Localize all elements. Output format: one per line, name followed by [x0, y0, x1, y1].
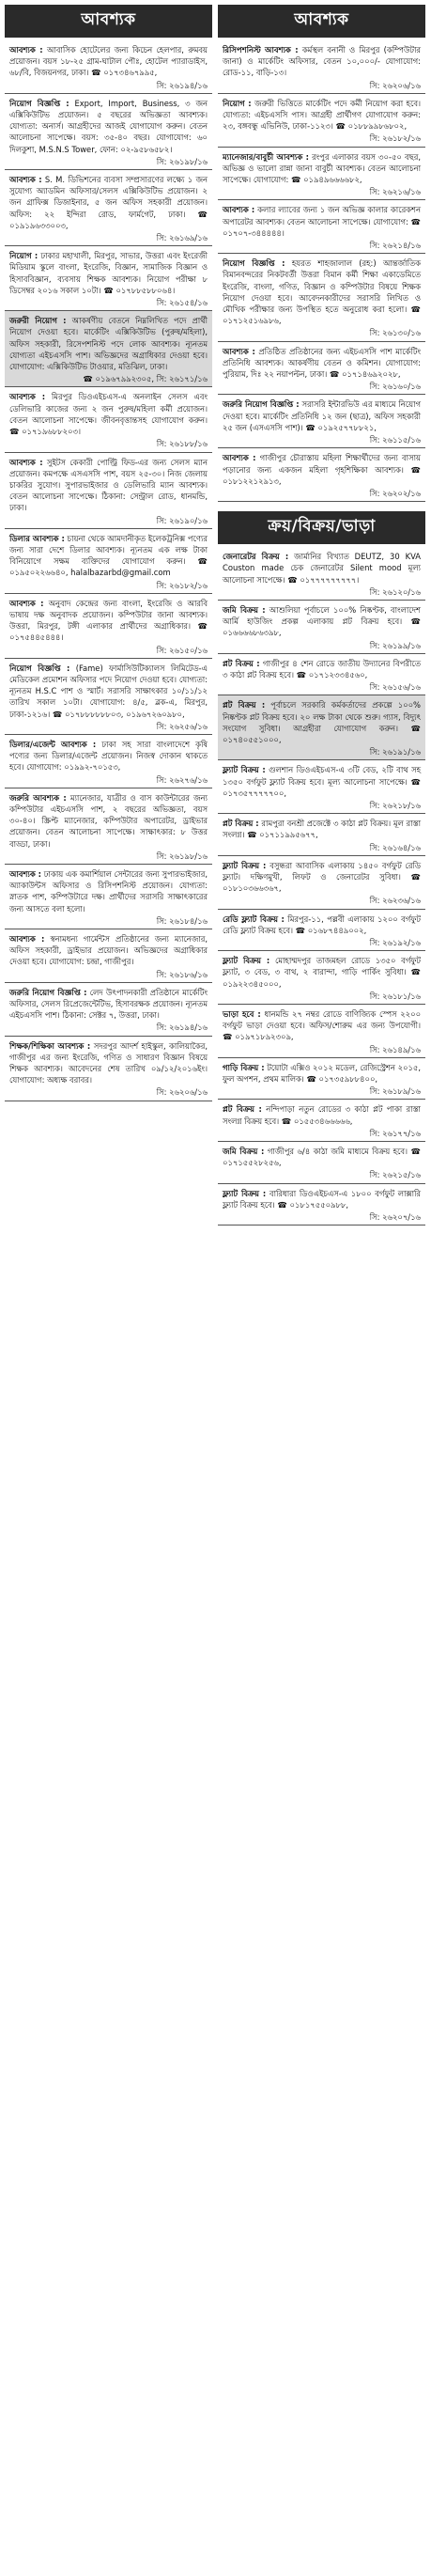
ad-text — [223, 699, 421, 745]
ad-body: রামপুরা বনশ্রী প্রজেক্টে ৩ কাঠা প্লট বিক্রয়। মূল রাস্তা সংলগ্ন। ☎ ০১৭১১৯৯৫৬৭৭, — [223, 819, 421, 840]
ad-text — [9, 315, 208, 372]
ad-heading: প্লট বিক্রয় : — [223, 819, 259, 829]
ad-heading: আবশ্যক : — [9, 598, 44, 608]
ad-reference-code: সি: ২৬২১৫/১৬ — [369, 1170, 421, 1180]
classified-ad — [5, 735, 212, 788]
ad-heading: নিয়োগ বিজ্ঞপ্তি : — [9, 663, 70, 673]
ad-reference-code: সি: ২৬১৯৪/১৬ — [156, 80, 208, 90]
ad-heading: ম্যানেজার/বাবুর্চী আবশ্যক : — [223, 151, 309, 162]
classified-ad — [218, 856, 425, 909]
ad-heading: শিক্ষক/শিক্ষিকা আবশ্যক : — [9, 1040, 91, 1051]
ad-body: আকর্ষণীয় বেতনে নিম্নলিখিত পদে প্রার্থী নিয়োগ দেওয়া হবে। মার্কেটিং এক্সিকিউটিভ (পুরুষ/মহিলা), অফিস সহকারী, রিসেপশনিস্ট পদে লোক আবশ্যক। ন্যূনতম যোগ্যতা এইচএসসি পাশ। অভিজ্ঞদের অগ্রাধিকার দেওয়া হবে। যোগাযোগ: এক্সিকিউটিভ টাওয়ার, মতিঝিল, ঢাকা। — [9, 316, 208, 372]
ad-reference-code: সি: ২৬১৯৮/১৬ — [156, 851, 208, 861]
classified-ad — [218, 951, 425, 1004]
classified-ad — [218, 148, 425, 200]
ad-reference-code: সি: ২৬১৯১/১৬ — [369, 747, 421, 757]
ad-body: পূর্বাচলে সরকারি কর্মকর্তাদের প্রকল্পে ১০০% নিষ্কণ্টক প্লট বিক্রয় হবে। ২০ লক্ষ টাকা থেকে শুরু। গ্যাস, বিদ্যুৎ সংযোগ সুবিধা। আগ্রহীরা যোগাযোগ করুন। ☎ ০১৭৪০৫৫১০০০, — [223, 700, 421, 744]
ad-text — [223, 764, 421, 799]
ad-reference-code: সি: ২৬১৯০/১৬ — [156, 515, 208, 525]
classified-ad — [5, 453, 212, 528]
ad-reference-code: সি: ২৬২০৬/১৬ — [156, 1087, 208, 1098]
classified-ad — [218, 654, 425, 695]
ad-reference-code: সি: ২৬১৯৮/১৬ — [156, 156, 208, 166]
ad-reference-code: সি: ২৬১৮২/১৬ — [156, 580, 208, 590]
section-header-buy-sell-rent: ক্রয়/বিক্রয়/ভাড়া — [218, 511, 425, 544]
ad-text — [9, 44, 208, 79]
ad-reference-code: সি: ২৬১৮৪/১৬ — [156, 915, 208, 926]
buy-sell-ad-list — [218, 547, 425, 1226]
ad-body: Export, Import, Business, ৩ জন এক্সিকিউটিভ প্রয়োজন। ৫ বছরের অভিজ্ঞতা আবশ্যক। যোগ্যতা: অনার্স। আগ্রহীদের আজই যোগাযোগ করুন। বেতন আলোচনা সাপেক্ষে। বয়স: ৩৫-৪০ বছর। যোগাযোগ: ৬০ দিলকুশা, M.S.N.S Tower, ফোন: ০২-৯৫৮৬৫৮২। — [9, 98, 208, 154]
ad-reference-code: সি: ২৬১৮৬/১৬ — [156, 969, 208, 979]
classified-ad — [5, 529, 212, 593]
ad-text — [9, 457, 208, 514]
ad-reference-code: সি: ২৬২১৪/১৬ — [369, 241, 421, 251]
ad-reference-code: সি: ২৬১২০/১৬ — [369, 586, 421, 597]
ad-reference-code: সি: ২৬২০২/১৬ — [369, 488, 421, 498]
ad-reference-code: সি: ২৬১৮৯/১৬ — [369, 1086, 421, 1097]
ad-reference-code: সি: ২৬২১৮/১৬ — [369, 800, 421, 810]
ad-body: রংপুর এলাকার বয়স ৩০-৫০ বছর, অভিজ্ঞ ও ভালো রান্না জানা বাবুর্চী আবশ্যক। বেতন আলোচনা সাপেক্ষে। যোগাযোগ: ☎ ০১৯৪৯৬৬৬৬৮২, — [223, 151, 421, 185]
ad-reference-code: সি: ২৬১৭৭/১৬ — [369, 1128, 421, 1138]
ad-text — [9, 739, 208, 773]
ad-body: বসুন্ধরা আবাসিক এলাকায় ১৪৫০ বর্গফুট রেডি ফ্ল্যাট। দক্ষিণমুখী, লিফট ও জেনারেটর সুবিধা। ☎ ০১৮১০৩৬৬৩৬৭, — [223, 860, 421, 894]
ad-body: ঢাকার মহাখালী, মিরপুর, সাভার, উত্তরা এবং ইংরেজী মিডিয়াম স্কুলে বাংলা, ইংরেজি, বিজ্ঞান, সামাজিক বিজ্ঞান ও হিসাববিজ্ঞান, ব্যবসায় শিক্ষক আবশ্যক। নিয়োগ পরীক্ষা ৮ ডিসেম্বর ২০১৬ সকাল ১০টা। ☎ ০১৭৮৮৫৮৮০৬৪। — [9, 251, 208, 295]
left-ad-list — [5, 40, 212, 1101]
ad-text — [9, 391, 208, 437]
ad-body: স্বনামধন্য গার্মেন্টস প্রতিষ্ঠানের জন্য ম্যানেজার, অফিস সহকারী, ড্রাইভার প্রয়োজন। অভিজ্ঞদের অগ্রাধিকার দেওয়া হবে। যোগাযোগ: চন্দ্রা, গাজীপুর। — [9, 934, 208, 967]
ad-heading: প্লট বিক্রয় : — [223, 658, 260, 668]
ad-reference-code: সি: ২৬১৯৪/১৬ — [156, 1023, 208, 1033]
ad-text — [223, 551, 421, 585]
ad-body: ধানমন্ডি ২৭ নম্বর রোডে বাণিজ্যিক স্পেস ২২০০ বর্গফুট ভাড়া দেওয়া হবে। অফিস/শোরুম এর জন্য উপযোগী। ☎ ০১৯৭১৮৯২৩০৯, — [223, 1009, 422, 1042]
ad-text — [9, 792, 208, 850]
classified-ad — [5, 387, 212, 451]
ad-heading: জরুরি নিয়োগ বিজ্ঞপ্তি : — [9, 987, 87, 997]
classified-ad — [5, 311, 212, 386]
ad-heading: আবশ্যক : — [9, 392, 46, 402]
ad-reference-code: সি: ২৬১৪৯/১৬ — [369, 1044, 421, 1054]
ad-divider — [218, 1225, 425, 1226]
ad-heading: আবশ্যক : — [223, 205, 255, 215]
ad-text — [223, 452, 421, 487]
classified-ad — [218, 395, 425, 447]
classifieds-page — [5, 5, 426, 2567]
ad-reference-code: ☎ ০১৯৬৭৯৯২৩০৫, সি: ২৬১৭১/১৬ — [83, 374, 208, 384]
ad-reference-code: সি: ২৬১৬৪/১৬ — [369, 842, 421, 852]
ad-reference-code: সি: ২৬১৬০/১৬ — [369, 382, 421, 392]
ad-text — [223, 151, 421, 186]
ad-body: সদরপুর আদর্শ হাইস্কুল, কালিয়াকৈর, গাজীপুর এর জন্য ইংরেজি, গণিত ও সাধারণ বিজ্ঞান বিষয়ে শিক্ষক আবশ্যক। আবেদনের শেষ তারিখ ০৯/১২/২০১৬ইং। যোগাযোগ: অধ্যক্ষ বরাবর। — [9, 1040, 208, 1085]
classified-ad — [218, 1058, 425, 1100]
classified-ad — [218, 910, 425, 951]
classified-ad — [5, 40, 212, 93]
ad-heading: জরুরি নিয়োগ বিজ্ঞপ্তি : — [223, 399, 300, 410]
ad-text — [9, 598, 208, 644]
ad-body: সরাসরি ইন্টারভিউ এর মাধ্যমে নিয়োগ দেওয়া হবে। মার্কেটিং প্রতিনিধি ১২ জন (ছাত্র), অফিস সহকারী ২৫ জন (এসএসসি পাশ)। ☎ ০১৯২৫৭৭৮৮২১, — [223, 399, 422, 432]
ad-body: (Fame) ফার্মাসিউটিক্যালস লিমিটেড-এ মেডিকেল প্রমোশন অফিসার পদে নিয়োগ দেওয়া হবে। যোগ্যতা: ন্যূনতম H.S.C পাশ ও স্মার্ট। সরাসরি সাক্ষাৎকার ১০/১১/১২ তারিখ সকাল ১০টা। যোগাযোগ: ৪/৫, ব্লক-এ, মিরপুর, ঢাকা-১২১৬। ☎ ০১৭৮৮৮৮৮৮০৩, ০১৯৬৭২৬০৯৮০, — [9, 663, 208, 719]
ad-text — [9, 987, 208, 1022]
ad-text — [223, 1103, 421, 1126]
ad-reference-code: সি: ২৬১৫৬/১৬ — [369, 682, 421, 693]
ad-body: মিরপুর-১১, পল্লবী এলাকায় ১২০০ বর্গফুট রেডি ফ্ল্যাট বিক্রয় হবে। ☎ ০১৬৮৭৪৪৯০০২, — [223, 913, 421, 935]
section-header-wanted: আবশ্যক — [5, 5, 212, 38]
ad-body: অনুবাদ কেন্দ্রের জন্য বাংলা, ইংরেজি ও আরবি ভাষায় দক্ষ অনুবাদক প্রয়োজন। কম্পিউটার জানা আবশ্যক। উত্তরা, মিরপুর, টঙ্গী এলাকার প্রার্থীদের অগ্রাধিকার। ☎ ০১৭৫৪৪৫৪৪৪। — [9, 598, 208, 643]
right-ad-list — [218, 40, 425, 502]
classified-ad — [5, 246, 212, 310]
ad-heading: আবশ্যক : — [223, 453, 256, 463]
classified-ad — [218, 760, 425, 813]
ad-body: কর্মস্থল বনানী ও মিরপুর (কম্পিউটার জানা) ও মার্কেটিং অফিসার, বেতন ১০,০০০/- যোগাযোগ: রোড-১১, বাড়ি-১৩। — [223, 45, 421, 78]
classified-ad — [5, 983, 212, 1036]
ad-body: গাজীপুর ৪ শেন রোডে জাতীয় উদ্যানের বিপরীতে ৩ কাঠা প্লট বিক্রয় হবে। ☎ ০১৭১২৩৩৪৫৬০, — [223, 658, 421, 679]
left-column — [5, 5, 212, 2567]
ad-divider — [218, 501, 425, 502]
ad-reference-code: সি: ২৬১৬৯/১৬ — [156, 233, 208, 243]
ad-body: মোহাম্মদপুর তাজমহল রোডে ১৩৫০ বর্গফুট ফ্ল্যাট, ৩ বেড, ৩ বাথ, ২ বারান্দা, গাড়ি পার্কিং সুবিধা। ☎ ০১৯২২৩৪৫০০০, — [223, 956, 421, 989]
ad-body: হযরত শাহজালাল (রহ:) আন্তর্জাতিক বিমানবন্দরের নিকটবর্তী উত্তরা বিমান কর্মী শিক্ষা একাডেমিতে ইংরেজি, বাংলা, গণিত, বিজ্ঞান ও কম্পিউটার বিষয়ে শিক্ষক নিয়োগ দেওয়া হবে। আবেদনকারীদের সরাসরি লিখিত ও মৌখিক পরীক্ষার জন্য উপস্থিত হতে অনুরোধ করা হলো। ☎ ০১৭১২৫১৬৯৮৬, — [223, 258, 421, 326]
ad-text — [223, 44, 421, 79]
classified-ad — [5, 865, 212, 929]
ad-reference-code: সি: ২৬১৫০/১৬ — [156, 645, 208, 655]
ad-heading: রেডি ফ্ল্যাট বিক্রয় : — [223, 913, 285, 924]
ad-heading: জরুরী নিয়োগ : — [9, 316, 67, 326]
classified-ad — [218, 695, 425, 759]
classified-ad — [218, 1100, 425, 1141]
ad-reference-code: সি: ২৬১৮২/১৬ — [369, 133, 421, 144]
ad-text — [9, 933, 208, 968]
ad-body: চায়না থেকে আমদানীকৃত ইলেকট্রনিক্স পণ্যের জন্য সারা দেশে ডিলার আবশ্যক। ন্যূনতম এক লক্ষ টাকা বিনিয়োগে সক্ষম ব্যক্তিদের যোগাযোগ করুন। ☎ ০১৯৫০২২৬৬৪০, halalbazarbd@gmail.com — [9, 533, 208, 578]
ad-text — [9, 98, 208, 155]
ad-body: লেদ উৎপাদনকারী প্রতিষ্ঠানে মার্কেটিং অফিসার, সেলস রিপ্রেজেন্টেটিভ, হিসাবরক্ষক প্রয়োজন। ন্যূনতম এইচএসসি পাশ। ঠিকানা: সেক্টর ৭, উত্তরা, ঢাকা। — [9, 987, 208, 1021]
classified-ad — [5, 94, 212, 169]
ad-heading: আবশ্যক : — [9, 934, 45, 945]
classified-ad — [218, 94, 425, 147]
ad-reference-code: সি: ২৬১৯২/১৬ — [369, 938, 421, 947]
classified-ad — [218, 1184, 425, 1226]
ad-heading: প্লট বিক্রয় : — [223, 1104, 262, 1115]
ad-text — [223, 1008, 421, 1043]
ad-heading: নিয়োগ বিজ্ঞপ্তি : — [223, 258, 285, 269]
classified-ad — [5, 659, 212, 734]
ad-heading: রিসিপশনিস্ট আবশ্যক : — [223, 45, 299, 55]
ad-text — [223, 860, 421, 895]
ad-text — [223, 818, 421, 840]
ad-heading: নিয়োগ : — [223, 98, 252, 108]
ad-reference-code: সি: ২৬১৫৪/১৬ — [156, 298, 208, 308]
ad-heading: আবশ্যক : — [9, 457, 43, 467]
ad-body: বারিধারা ডিওএইচএস-এ ১৮০০ বর্গফুট লাক্সারি ফ্ল্যাট বিক্রয় হবে। ☎ ০১৮১৭৫৫০৯৮৮, — [223, 1188, 422, 1210]
classified-ad — [218, 254, 425, 340]
classified-ad — [5, 1037, 212, 1101]
ad-reference-code: সি: ২৬২৩৬/১৬ — [369, 896, 421, 906]
ad-body: আবাসিক হোটেলের জন্য কিচেন হেলপার, রুমবয় প্রয়োজন। বয়স ১৮-২৫ গ্রাম-ঘাটাল পৌঃ, হোটেল প্যারাডাইস, ৬৮/বি, বিজয়নগর, ঢাকা। ☎ ০১৭৩৪৬৭৯৯৫, — [9, 45, 208, 78]
ad-text — [223, 913, 421, 936]
ad-heading: জরুরি আবশ্যক : — [9, 792, 67, 803]
ad-body: সুইটস কেকারী পোল্ট্রি ফিড-এর জন্য সেলস ম্যান প্রয়োজন। কমপক্ষে এসএসসি পাশ, বয়স ২৫-৩০। নিজ জেলায় চাকরির সুযোগ। সুপারভাইজার ও ডেলিভারি ম্যান আবশ্যক। বেতন আলোচনা সাপেক্ষে। ঠিকানা: সেন্ট্রাল রোড, ধানমন্ডি, ঢাকা। — [9, 457, 208, 513]
classified-ad — [5, 929, 212, 982]
ad-text — [223, 98, 421, 133]
classified-ad — [218, 814, 425, 855]
ad-reference-code: সি: ২৬১৮৮/১৬ — [156, 439, 208, 449]
classified-ad — [218, 200, 425, 253]
classified-ad — [5, 170, 212, 245]
ad-body: কলার ল্যাবের জন্য ১ জন অভিজ্ঞ কালার কারেকশন অপারেটর আবশ্যক। বেতন আলোচনা সাপেক্ষে। যোগাযোগ: ☎ ০১৭০৭-৩৪৪৪৪৪। — [223, 205, 421, 238]
ad-body: ঢাকা সহ সারা বাংলাদেশে কৃষি পণ্যের জন্য ডিলার/এজেন্ট প্রয়োজন। নিজস্ব দোকান থাকতে হবে। যোগাযোগ: ০১৯৯২-৭০১৫৩, — [9, 739, 208, 773]
ad-body: গুলশান ডিওএইচএস-এ ৩টি বেড, ২টি বাথ সহ ১৩৫০ বর্গফুট ফ্ল্যাট বিক্রয় হবে। মূল্য আলোচনা সাপেক্ষে। ☎ ০১৭৩৫৭৭৭৭৭০০, — [223, 765, 422, 798]
ad-body: জরুরী ভিত্তিতে মার্কেটিং পদে কর্মী নিয়োগ করা হবে। যোগ্যতা: এইচএসসি পাস। আগ্রহী প্রার্থীগণ যোগাযোগ করুন: ২৩, বঙ্গবন্ধু এভিনিউ, ঢাকা-১১২৩। ☎ ০১৮৮৯৯৮৬৮০২, — [223, 98, 421, 132]
ad-heading: ভাড়া হবে : — [223, 1009, 261, 1020]
ad-text — [9, 533, 208, 579]
classified-ad — [218, 40, 425, 93]
ad-reference-code: সি: ২৬২০৬/১৬ — [369, 80, 421, 90]
ad-body: মিরপুর ডিওএইচএস-এ অনলাইন সেলস এবং ডেলিভারি কাজের জন্য ২ জন পুরুষ/মহিলা কর্মী প্রয়োজন। বেতন আলোচনা সাপেক্ষে। জীবনবৃত্তান্তসহ যোগাযোগ করুন। ☎ ০১৭১৯৬৮৮২০৩। — [9, 392, 208, 437]
ad-heading: ফ্ল্যাট বিক্রয় : — [223, 956, 270, 966]
ad-text — [223, 258, 421, 326]
ad-body: জার্মানির বিখ্যাত DEUTZ, 30 KVA Couston made চেক জেনারেটর Silent mood মূল্য আলোচনা সাপেক্ষে। ☎ ০১৭৭৭৭৭৭৭৭৭। — [223, 552, 421, 585]
classified-ad — [218, 1005, 425, 1057]
ad-reference-code: সি: ২৬১৯৯/১৬ — [369, 640, 421, 650]
ad-body: ঢাকায় এক কমার্শিয়াল সেন্টারের জন্য সুপারভাইজার, অ্যাকাউন্টস অফিসার ও রিসিপশনিস্ট প্রয়োজন। যোগ্যতা: স্নাতক পাশ, কম্পিউটারে দক্ষ। প্রার্থীদের সরাসরি সাক্ষাৎকারের জন্য আসতে বলা হলো। — [9, 869, 208, 913]
ad-heading: আবশ্যক : — [9, 45, 43, 55]
ad-heading: আবশ্যক : — [9, 869, 42, 879]
ad-text — [223, 204, 421, 239]
ad-heading: আবশ্যক : — [9, 175, 42, 185]
ad-text — [9, 868, 208, 914]
ad-heading: আবশ্যক : — [223, 346, 255, 356]
ad-reference-code: সি: ২৬১৩০/১৬ — [369, 328, 421, 338]
section-header-wanted-2: আবশ্যক — [218, 5, 425, 38]
ad-body: আশুলিয়া পূর্বাচলে ১০০% নিষ্কণ্টক, বাংলাদেশ আর্মি হাউজিং প্রকল্প এলাকায় প্লট বিক্রয় হবে। ☎ ০১৬৬৬৬৮৬৩৯৮, — [223, 604, 422, 638]
ad-body: গাজীপুর ৬/৪ কাঠা জমি মাধ্যমে বিক্রয় হবে। ☎ ০১৭১৫৫২৮২৫৬, — [223, 1147, 421, 1168]
ad-heading: ফ্ল্যাট বিক্রয় : — [223, 860, 267, 870]
ad-body: ম্যানেজার, যাত্রীর ও বাস কাউন্টারের জন্য কম্পিউটার এইচএসসি পাশ, ২ বছরের অভিজ্ঞতা, বয়স ৩০-৪০। স্ক্রিপ্ট ম্যানেজার, কম্পিউটার অপারেটর, ড্রাইভার প্রয়োজন। বেতন আলোচনা সাপেক্ষে। সাক্ষাৎকার: ৮ উত্তর বাড্ডা, ঢাকা। — [9, 792, 208, 849]
ad-text — [223, 1062, 421, 1085]
ad-heading: নিয়োগ বিজ্ঞপ্তি : — [9, 98, 69, 108]
ad-text — [223, 658, 421, 680]
ad-body: নন্দিপাড়া নতুন রোডের ৩ কাঠা প্লট পাকা রাস্তা সংলগ্ন বিক্রয় হবে। ☎ ০১৫৫৩৪৬৬৬৬৬, — [223, 1104, 421, 1126]
ad-heading: জমি বিক্রয় : — [223, 604, 266, 615]
ad-reference-code: সি: ২৬২০৭/১৬ — [369, 1212, 421, 1223]
ad-reference-code: সি: ২৬২৫৬/১৬ — [156, 721, 208, 731]
ad-reference-code: সি: ২৬১১৫/১৬ — [369, 435, 421, 445]
classified-ad — [218, 448, 425, 501]
ad-heading: নিয়োগ : — [9, 251, 38, 261]
ad-heading: প্লট বিক্রয় : — [223, 700, 266, 710]
classified-ad — [218, 601, 425, 653]
ad-heading: ফ্ল্যাট বিক্রয় : — [223, 1188, 267, 1198]
ad-body: গাজীপুর চৌরাস্তায় মহিলা শিক্ষার্থীদের জন্য বাসায় পড়ানোর জন্য একজন মহিলা গৃহশিক্ষিকা আবশ্যক। ☎ ০১৮১২২১২৯১৩, — [223, 453, 421, 486]
ad-heading: ফ্ল্যাট বিক্রয় : — [223, 765, 266, 775]
ad-heading: জেনারেটর বিক্রয় : — [223, 552, 289, 562]
classified-ad — [218, 342, 425, 395]
ad-text — [9, 663, 208, 720]
ad-text — [223, 604, 421, 639]
ad-heading: গাড়ি বিক্রয় : — [223, 1062, 265, 1072]
ad-text — [223, 955, 421, 990]
ad-text — [223, 1188, 421, 1210]
ad-text — [9, 174, 208, 231]
ad-text — [223, 1146, 421, 1168]
classified-ad — [5, 788, 212, 864]
ad-text — [9, 1040, 208, 1086]
ad-heading: ডিলার/এজেন্ট আবশ্যক : — [9, 739, 97, 749]
ad-body: টয়োটা এক্সিও ২০১২ মডেল, রেজিস্ট্রেশন ২০১৫, ফুল অপশন, প্রথম মালিক। ☎ ০১৭৩৫৯৮৮৪০০, — [223, 1062, 422, 1085]
ad-reference-code: সি: ২৬২১৬/১৬ — [369, 187, 421, 197]
ad-heading: ডিলার আবশ্যক : — [9, 533, 65, 543]
ad-body: S. M. ডিভিশনের ব্যবসা সম্প্রসারণের লক্ষ্যে ১ জন সুযোগ্য অ্যাডমিন অফিসার/সেলস এক্সিকিউটিভ প্রয়োজন। ২ জন গ্রাফিক্স ডিজাইনার, ৫ জন অফিস সহকারী প্রয়োজন। অফিস: ২২ ইন্দিরা রোড, ফার্মগেট, ঢাকা। ☎ ০১৯১৯৬৩৩০০৩, — [9, 175, 208, 230]
classified-ad — [218, 1142, 425, 1183]
classified-ad — [218, 547, 425, 600]
ad-text — [9, 250, 208, 296]
right-column — [218, 5, 425, 2567]
ad-reference-code: সি: ২৬২৭৬/১৬ — [156, 774, 208, 785]
classified-ad — [5, 594, 212, 658]
ad-text — [223, 398, 421, 433]
ad-reference-code: সি: ২৬১৮১/১৬ — [369, 991, 421, 1001]
ad-body: প্রতিষ্ঠিত প্রতিষ্ঠানের জন্য এইচএসসি পাশ মার্কেটিং প্রতিনিধি আবশ্যক। আকর্ষণীয় বেতন ও কমিশন। যোগাযোগ: পুরিয়াম, দিঃ ২২ নয়াপল্টন, ঢাকা। ☎ ০১৭১৪৬৯২০২৮, — [223, 346, 421, 380]
ad-heading: জমি বিক্রয় : — [223, 1147, 265, 1157]
ad-text — [223, 346, 421, 381]
